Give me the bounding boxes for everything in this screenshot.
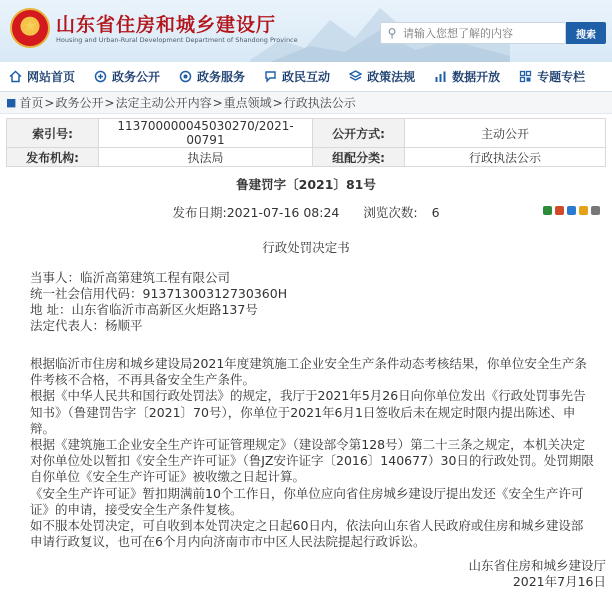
interaction-icon	[263, 70, 277, 84]
site-title[interactable]: 山东省住房和城乡建设厅	[56, 14, 277, 36]
index-label: 索引号:	[7, 119, 99, 148]
paragraph: 如不服本处罚决定，可自收到本处罚决定之日起60日内，依法向山东省人民政府或住房和城乡建设部申请行政复议，也可在6个月内向济南市市中区人民法院提起行政诉讼。	[30, 518, 584, 550]
signature-block	[468, 558, 606, 590]
publicity-value: 主动公开	[405, 119, 606, 148]
index-value: 113700000045030270/2021-00791	[99, 119, 313, 148]
publish-date: 2021-07-16 08:24	[226, 204, 340, 220]
national-emblem-icon[interactable]	[10, 8, 50, 48]
policy-icon	[348, 70, 362, 84]
search-input[interactable]	[403, 27, 565, 40]
views-label: 浏览次数:	[363, 205, 418, 220]
home-icon	[8, 70, 22, 84]
nav-label: 专题专栏	[537, 70, 586, 84]
service-icon	[178, 70, 192, 84]
share-bar	[543, 206, 600, 215]
location-icon: ■	[6, 96, 17, 109]
nav-item-gov-affairs[interactable]	[93, 68, 160, 85]
site-subtitle: Housing and Urban-Rural Development Department of Shandong Province	[56, 36, 298, 44]
qq-share-icon[interactable]	[579, 206, 588, 215]
breadcrumb-link-enforcement[interactable]: 行政执法公示	[283, 96, 356, 110]
nav-label: 网站首页	[27, 70, 76, 84]
main-nav	[0, 62, 612, 92]
wechat-share-icon[interactable]	[543, 206, 552, 215]
nav-label: 政务服务	[197, 70, 246, 84]
nav-item-gov-services[interactable]	[178, 68, 245, 85]
publish-date-label: 发布日期:	[172, 205, 227, 220]
signer: 山东省住房和城乡建设厅	[468, 558, 606, 573]
party-name: 当事人：临沂高第建筑工程有限公司	[30, 270, 231, 285]
nav-item-policy[interactable]	[348, 68, 415, 85]
issuer-label: 发布机构:	[7, 148, 99, 167]
site-header	[0, 0, 612, 62]
nav-label: 政策法规	[367, 70, 416, 84]
credit-code: 统一社会信用代码：91371300312730360H	[30, 286, 288, 301]
topic-icon	[518, 70, 532, 84]
more-share-icon[interactable]	[591, 206, 600, 215]
issuer-value: 执法局	[99, 148, 313, 167]
document-number: 鲁建罚字〔2021〕81号	[236, 177, 376, 192]
breadcrumb-link-gov-affairs[interactable]: 政务公开	[55, 96, 104, 110]
breadcrumb-link-home[interactable]: 首页	[19, 96, 44, 110]
party-address: 地 址：山东省临沂市高新区火炬路137号	[30, 302, 258, 317]
sign-date: 2021年7月16日	[512, 574, 606, 589]
nav-item-data[interactable]	[433, 68, 500, 85]
breadcrumb-link-statutory[interactable]: 法定主动公开内容	[115, 96, 212, 110]
category-label: 组配分类:	[313, 148, 405, 167]
views-count: 6	[431, 204, 440, 220]
nav-item-home[interactable]	[8, 68, 75, 85]
nav-label: 政民互动	[282, 70, 331, 84]
document-body	[0, 356, 612, 550]
publish-info	[0, 204, 612, 220]
nav-item-topics[interactable]	[518, 68, 585, 85]
document-meta-table	[6, 118, 606, 167]
paragraph: 根据《中华人民共和国行政处罚法》的规定，我厅于2021年5月26日向你单位发出《行政处罚事先告知书》（鲁建罚告字〔2021〕70号），你单位于2021年6月1日签收后未在规定时限内提出陈述、申辩。	[30, 388, 586, 436]
breadcrumb-link-key-areas[interactable]: 重点领域	[223, 96, 272, 110]
nav-item-interaction[interactable]	[263, 68, 330, 85]
legal-representative: 法定代表人：杨顺平	[30, 318, 143, 333]
weibo-share-icon[interactable]	[555, 206, 564, 215]
breadcrumb: ■ 首页 > 政务公开 > 法定主动公开内容 > 重点领域 > 行政执法公示	[0, 92, 612, 114]
paragraph: 根据《建筑施工企业安全生产许可证管理规定》（建设部令第128号）第二十三条之规定，本机关决定对你单位处以暂扣《安全生产许可证》（鲁JZ安许证字〔2016〕140677）30日的行政处罚。处罚期限自你单位《安全生产许可证》被收缴之日起计算。	[30, 437, 594, 485]
publicity-label: 公开方式:	[313, 119, 405, 148]
doc-icon	[93, 70, 107, 84]
nav-label: 数据开放	[452, 70, 501, 84]
qzone-share-icon[interactable]	[567, 206, 576, 215]
category-value: 行政执法公示	[405, 148, 606, 167]
paragraph: 《安全生产许可证》暂扣期满前10个工作日，你单位应向省住房城乡建设厅提出发还《安全生产许可证》的申请，接受安全生产条件复核。	[30, 485, 584, 517]
search-icon: ⚲	[387, 26, 397, 40]
search-button[interactable]: 搜索	[566, 22, 606, 44]
document-title: 行政处罚决定书	[262, 240, 350, 255]
party-info	[0, 270, 612, 334]
nav-label: 政务公开	[112, 70, 161, 84]
data-icon	[433, 70, 447, 84]
paragraph: 根据临沂市住房和城乡建设局2021年度建筑施工企业安全生产条件动态考核结果，你单位安全生产条件考核不合格，不再具备安全生产条件。	[30, 356, 587, 388]
search-box	[380, 22, 566, 44]
